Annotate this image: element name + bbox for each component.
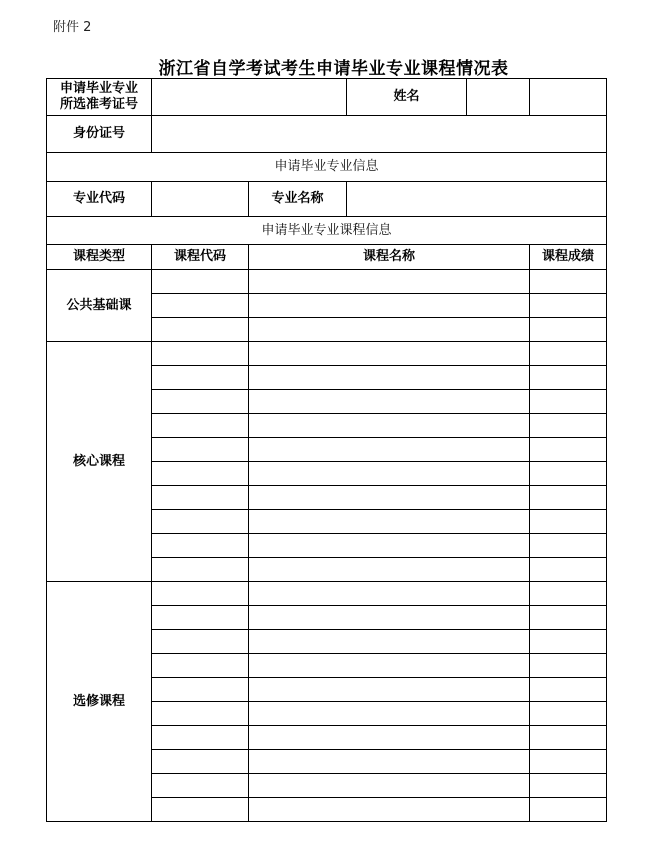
course-code-field[interactable] [152,534,249,558]
course-name-field[interactable] [249,702,530,726]
course-score-field[interactable] [530,462,607,486]
course-code-field[interactable] [152,558,249,582]
course-score-field[interactable] [530,294,607,318]
course-name-field[interactable] [249,774,530,798]
course-score-field[interactable] [530,702,607,726]
course-name-field[interactable] [249,390,530,414]
course-name-field[interactable] [249,510,530,534]
course-code-header: 课程代码 [152,245,249,270]
major-name-label: 专业名称 [249,182,347,217]
course-code-field[interactable] [152,798,249,822]
course-type-label: 核心课程 [47,342,152,582]
course-name-field[interactable] [249,582,530,606]
name-field[interactable] [466,79,529,116]
course-name-field[interactable] [249,438,530,462]
course-name-field[interactable] [249,462,530,486]
course-row [47,582,607,606]
course-name-field[interactable] [249,318,530,342]
course-code-field[interactable] [152,390,249,414]
course-name-field[interactable] [249,558,530,582]
course-score-field[interactable] [530,438,607,462]
course-name-field[interactable] [249,726,530,750]
name-field-ext[interactable] [530,79,607,116]
course-score-field[interactable] [530,606,607,630]
course-column-header-row [47,245,607,270]
course-score-field[interactable] [530,366,607,390]
course-score-field[interactable] [530,774,607,798]
id-card-field[interactable] [152,116,607,153]
course-name-field[interactable] [249,678,530,702]
exam-id-label: 申请毕业专业 所选准考证号 [47,79,152,116]
course-row [47,270,607,294]
course-code-field[interactable] [152,678,249,702]
course-score-field[interactable] [530,342,607,366]
course-name-field[interactable] [249,630,530,654]
course-code-field[interactable] [152,294,249,318]
course-name-field[interactable] [249,534,530,558]
name-label: 姓名 [347,79,530,116]
course-name-field[interactable] [249,294,530,318]
course-code-field[interactable] [152,318,249,342]
course-score-field[interactable] [530,678,607,702]
course-name-field[interactable] [249,750,530,774]
exam-id-field[interactable] [152,79,347,116]
course-type-label: 选修课程 [47,582,152,822]
course-code-field[interactable] [152,726,249,750]
course-code-field[interactable] [152,270,249,294]
course-name-field[interactable] [249,486,530,510]
attachment-label: 附件 2 [53,20,92,35]
course-name-field[interactable] [249,798,530,822]
course-code-field[interactable] [152,654,249,678]
course-type-label: 公共基础课 [47,270,152,342]
course-code-field[interactable] [152,606,249,630]
form-title: 浙江省自学考试考生申请毕业专业课程情况表 [158,59,509,79]
course-code-field[interactable] [152,462,249,486]
course-code-field[interactable] [152,486,249,510]
course-code-field[interactable] [152,774,249,798]
course-type-header: 课程类型 [47,245,152,270]
course-name-field[interactable] [249,654,530,678]
course-section-header [47,217,607,245]
course-code-field[interactable] [152,366,249,390]
course-score-field[interactable] [530,798,607,822]
course-score-field[interactable] [530,510,607,534]
course-score-field[interactable] [530,750,607,774]
major-code-label: 专业代码 [47,182,152,217]
course-row [47,342,607,366]
course-code-field[interactable] [152,414,249,438]
course-score-field[interactable] [530,390,607,414]
course-score-field[interactable] [530,726,607,750]
course-score-field[interactable] [530,414,607,438]
course-score-field[interactable] [530,318,607,342]
course-code-field[interactable] [152,438,249,462]
course-name-field[interactable] [249,606,530,630]
major-row [47,182,607,217]
course-name-field[interactable] [249,270,530,294]
application-form-table [46,78,607,822]
course-score-field[interactable] [530,630,607,654]
id-card-row [47,116,607,153]
course-name-field[interactable] [249,342,530,366]
exam-id-row [47,79,607,116]
course-name-field[interactable] [249,414,530,438]
course-code-field[interactable] [152,630,249,654]
course-name-header: 课程名称 [249,245,530,270]
course-section-title: 申请毕业专业课程信息 [47,217,607,245]
major-name-field[interactable] [347,182,607,217]
course-code-field[interactable] [152,702,249,726]
course-name-field[interactable] [249,366,530,390]
course-score-header: 课程成绩 [530,245,607,270]
course-score-field[interactable] [530,270,607,294]
course-score-field[interactable] [530,486,607,510]
major-section-header [47,153,607,182]
course-score-field[interactable] [530,534,607,558]
id-card-label: 身份证号 [47,116,152,153]
course-score-field[interactable] [530,654,607,678]
major-section-title: 申请毕业专业信息 [47,153,607,182]
course-code-field[interactable] [152,342,249,366]
course-code-field[interactable] [152,510,249,534]
course-score-field[interactable] [530,582,607,606]
course-code-field[interactable] [152,582,249,606]
course-score-field[interactable] [530,558,607,582]
major-code-field[interactable] [152,182,249,217]
course-code-field[interactable] [152,750,249,774]
